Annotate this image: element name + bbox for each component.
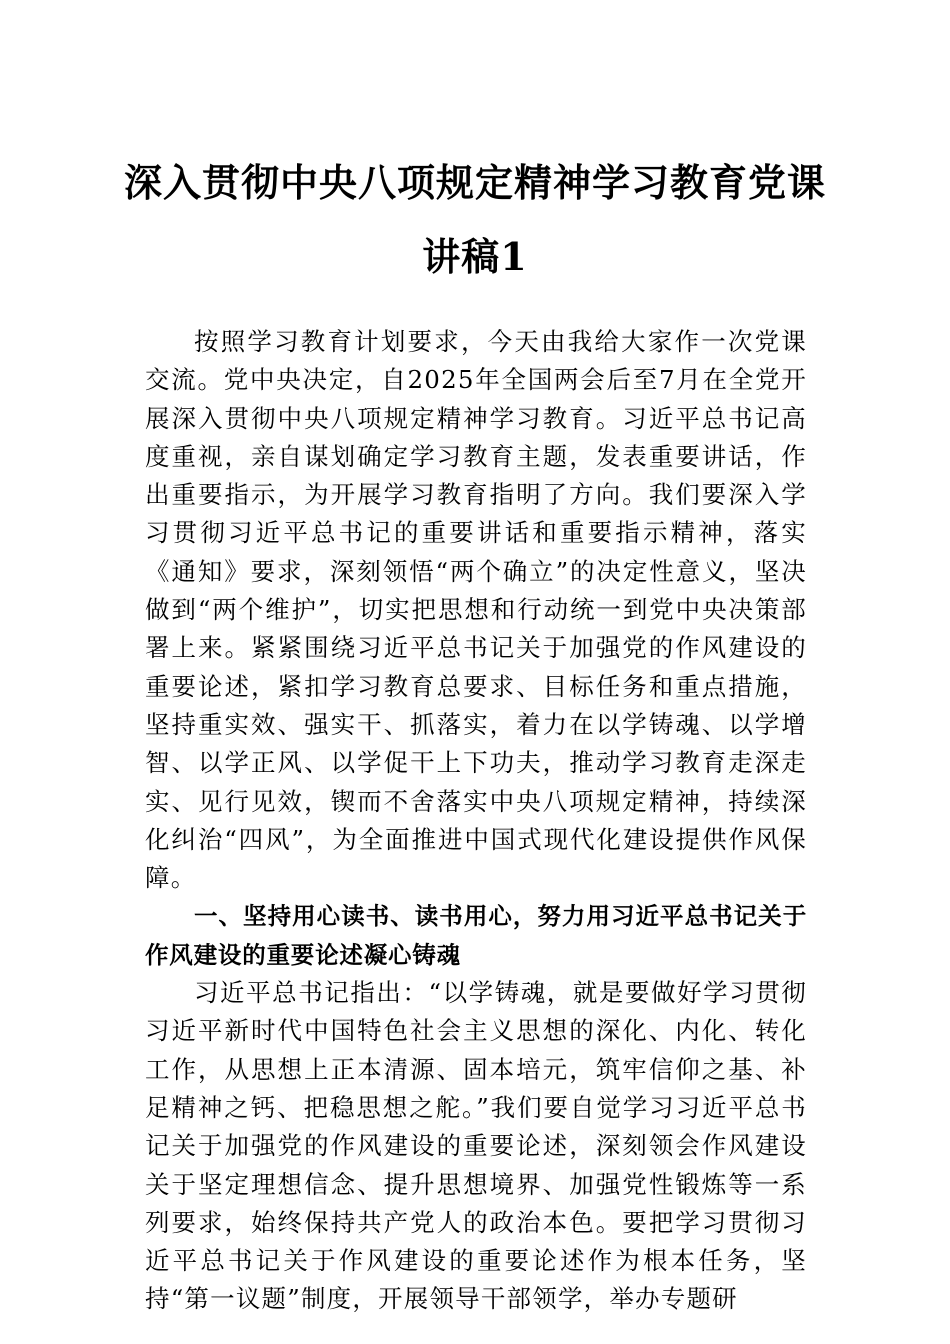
section-1-paragraph: 习近平总书记指出：“以学铸魂，就是要做好学习贯彻习近平新时代中国特色社会主义思想的深化、内化、转化工作，从思想上正本清源、固本培元，筑牢信仰之基、补足精神之钙、把稳思想之舵。”我们要自觉学习习近平总书记关于加强党的作风建设的重要论述，深刻领会作风建设关于坚定理想信念、提升思想境界、加强党性锻炼等一系列要求，始终保持共产党人的政治本色。要把学习贯彻习近平总书记关于作风建设的重要论述作为根本任务，坚持“第一议题”制度，开展领导干部领学，举办专题研: [145, 978, 807, 1314]
intro-paragraph: 按照学习教育计划要求，今天由我给大家作一次党课交流。党中央决定，自2025年全国两会后至7月在全党开展深入贯彻中央八项规定精神学习教育。习近平总书记高度重视，亲自谋划确定学习教育主题，发表重要讲话，作出重要指示，为开展学习教育指明了方向。我们要深入学习贯彻习近平总书记的重要讲话和重要指示精神，落实《通知》要求，深刻领悟“两个确立”的决定性意义，坚决做到“两个维护”，切实把思想和行动统一到党中央决策部署上来。紧紧围绕习近平总书记关于加强党的作风建设的重要论述，紧扣学习教育总要求、目标任务和重点措施，坚持重实效、强实干、抓落实，着力在以学铸魂、以学增智、以学正风、以学促干上下功夫，推动学习教育走深走实、见行见效，锲而不舍落实中央八项规定精神，持续深化纠治“四风”，为全面推进中国式现代化建设提供作风保障。: [145, 327, 807, 893]
document-body: [145, 323, 807, 1319]
document-title-line-1: 深入贯彻中央八项规定精神学习教育党课: [123, 160, 826, 205]
section-1-heading: 一、坚持用心读书、读书用心，努力用习近平总书记关于作风建设的重要论述凝心铸魂: [145, 902, 807, 969]
document-title-line-2: 讲稿1: [422, 234, 528, 279]
